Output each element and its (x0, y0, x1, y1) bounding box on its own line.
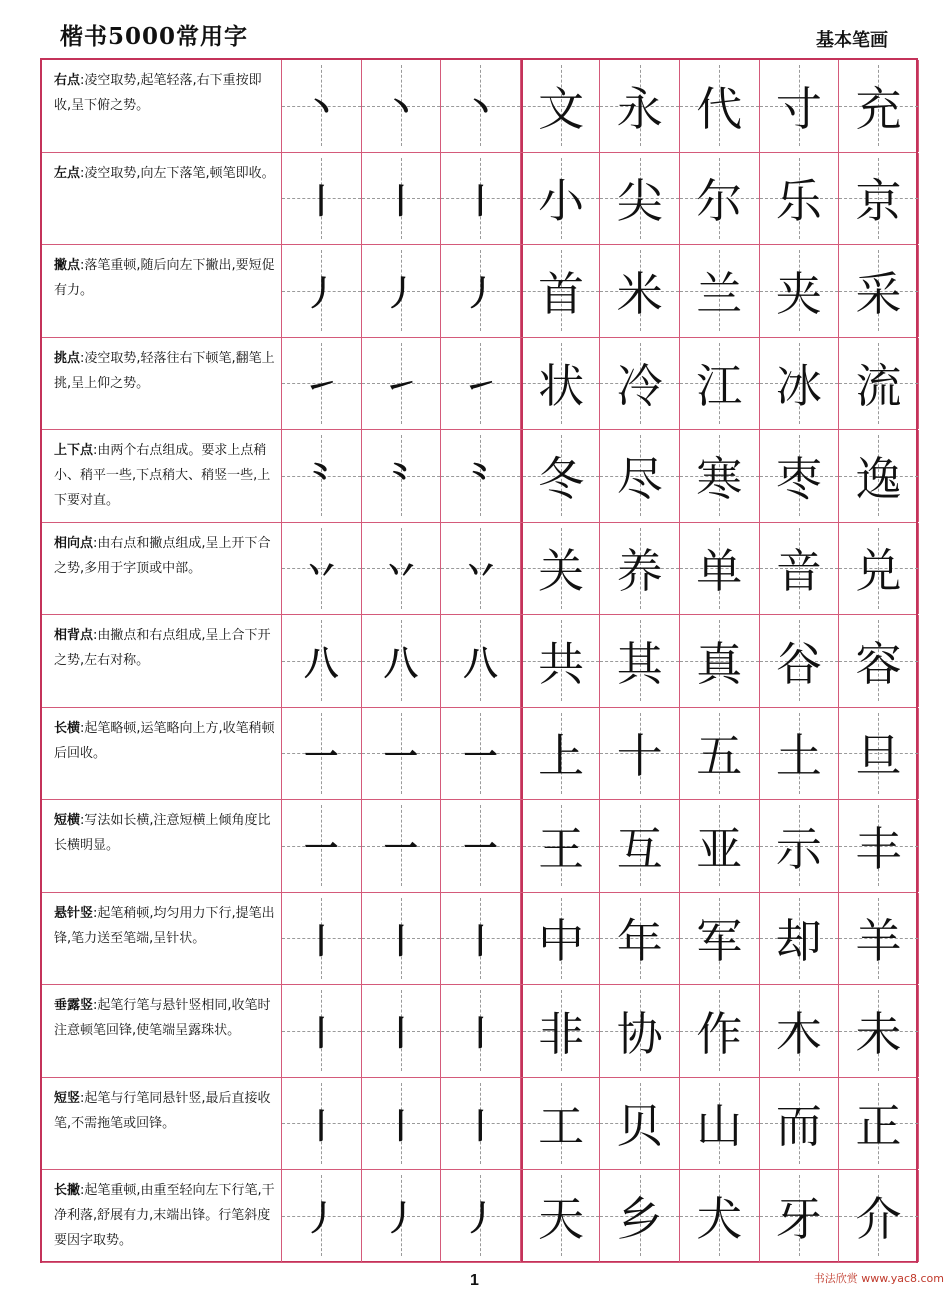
example-character: 尽 (616, 451, 663, 506)
character-cell (680, 338, 760, 430)
stroke-name: 上下点 (54, 443, 94, 458)
stroke-name: 长撇 (54, 1183, 81, 1198)
stroke-explanation: :起笔与行笔同悬针竖,最后直接收笔,不需拖笔或回锋。 (54, 1090, 271, 1131)
character-cell (680, 60, 760, 152)
book-title: 楷书5000常用字 (60, 23, 249, 50)
character-cell (680, 800, 760, 892)
stroke-example: ㇀ (304, 366, 339, 407)
example-character: 夹 (775, 266, 822, 321)
stroke-example: 丷 (463, 551, 498, 592)
stroke-example: 丿 (383, 1199, 418, 1240)
example-character: 木 (775, 1006, 822, 1061)
character-cell (521, 60, 601, 152)
example-character: 乐 (775, 174, 822, 229)
stroke-example-cell (441, 1078, 521, 1170)
example-character: 王 (538, 821, 585, 876)
stroke-example-cell (282, 800, 362, 892)
example-character: 土 (775, 729, 822, 784)
example-character: 容 (855, 636, 902, 691)
stroke-name: 右点 (54, 73, 81, 88)
example-character: 枣 (775, 451, 822, 506)
stroke-row (42, 60, 916, 153)
stroke-example: 八 (304, 644, 339, 685)
character-cell (600, 430, 680, 522)
character-cell (760, 523, 840, 615)
stroke-example-cell (282, 523, 362, 615)
character-cell (680, 245, 760, 337)
example-character: 尔 (696, 174, 743, 229)
character-cell (760, 338, 840, 430)
stroke-example: 丨 (304, 1106, 339, 1147)
stroke-example: 一 (383, 829, 418, 870)
example-character: 山 (696, 1099, 743, 1154)
stroke-row (42, 1078, 916, 1171)
example-character: 冰 (775, 359, 822, 414)
character-cell (839, 615, 919, 707)
example-character: 示 (775, 821, 822, 876)
stroke-example-cell (441, 800, 521, 892)
stroke-example: ⺀ (383, 459, 418, 500)
stroke-row (42, 615, 916, 708)
stroke-name: 长横 (54, 720, 81, 736)
example-character: 兑 (855, 544, 902, 599)
character-cell (680, 708, 760, 800)
character-cell (760, 153, 840, 245)
stroke-name: 左点 (54, 165, 81, 181)
stroke-explanation: :凌空取势,向左下落笔,顿笔即收。 (80, 165, 275, 181)
stroke-explanation: :凌空取势,起笔轻落,右下重按即收,呈下俯之势。 (54, 73, 262, 113)
example-character: 流 (855, 359, 902, 414)
character-cell (760, 1078, 840, 1170)
stroke-example-cell (362, 153, 442, 245)
character-cell (600, 708, 680, 800)
character-cell (760, 245, 840, 337)
stroke-name: 相背点 (54, 628, 94, 643)
character-cell (839, 338, 919, 430)
character-cell (521, 893, 601, 985)
stroke-example-cell (362, 430, 442, 522)
character-cell (600, 1170, 680, 1262)
character-cell (600, 153, 680, 245)
stroke-description (42, 523, 282, 615)
character-cell (839, 1170, 919, 1262)
stroke-example-cell (441, 245, 521, 337)
character-cell (600, 893, 680, 985)
stroke-example-cell (362, 60, 442, 152)
character-cell (680, 615, 760, 707)
example-character: 养 (616, 544, 663, 599)
example-character: 中 (538, 914, 585, 969)
stroke-example: 一 (304, 736, 339, 777)
character-cell (521, 338, 601, 430)
example-character: 天 (538, 1191, 585, 1246)
character-cell (600, 800, 680, 892)
example-character: 工 (538, 1099, 585, 1154)
stroke-example: 一 (304, 829, 339, 870)
example-character: 羊 (855, 914, 902, 969)
example-character: 协 (616, 1006, 663, 1061)
character-cell (600, 523, 680, 615)
stroke-example-cell (282, 1170, 362, 1262)
character-cell (600, 1078, 680, 1170)
stroke-example-cell (282, 985, 362, 1077)
stroke-example: 丨 (383, 181, 418, 222)
stroke-example: ⺀ (463, 459, 498, 500)
example-character: 充 (855, 81, 902, 136)
page-header (0, 0, 950, 58)
stroke-example: ㇀ (463, 366, 498, 407)
stroke-example: 一 (463, 736, 498, 777)
character-cell (521, 800, 601, 892)
stroke-example: 丿 (463, 1199, 498, 1240)
stroke-row (42, 523, 916, 616)
stroke-example-cell (362, 245, 442, 337)
example-character: 军 (696, 914, 743, 969)
example-character: 介 (855, 1191, 902, 1246)
practice-sheet (40, 58, 918, 1263)
example-character: 上 (538, 729, 585, 784)
stroke-example-cell (362, 985, 442, 1077)
character-cell (521, 523, 601, 615)
example-character: 首 (538, 266, 585, 321)
example-character: 正 (855, 1099, 902, 1154)
stroke-example: 八 (463, 644, 498, 685)
character-cell (760, 985, 840, 1077)
stroke-description (42, 708, 282, 800)
example-character: 贝 (616, 1099, 663, 1154)
stroke-example: ⺀ (304, 459, 339, 500)
stroke-name: 短横 (54, 813, 81, 828)
character-cell (680, 893, 760, 985)
character-cell (760, 893, 840, 985)
character-cell (839, 523, 919, 615)
character-cell (760, 800, 840, 892)
character-cell (839, 60, 919, 152)
stroke-example-cell (362, 893, 442, 985)
stroke-row (42, 1170, 916, 1263)
stroke-example-cell (282, 708, 362, 800)
character-cell (839, 153, 919, 245)
character-cell (600, 985, 680, 1077)
stroke-description (42, 615, 282, 707)
example-character: 米 (616, 266, 663, 321)
example-character: 采 (855, 266, 902, 321)
stroke-example-cell (441, 338, 521, 430)
section-title: 基本笔画 (816, 30, 888, 51)
character-cell (680, 153, 760, 245)
stroke-example-cell (362, 708, 442, 800)
stroke-explanation: :由两个右点组成。要求上点稍小、稍平一些,下点稍大、稍竖一些,上下要对直。 (54, 443, 271, 508)
example-character: 未 (855, 1006, 902, 1061)
character-cell (680, 430, 760, 522)
character-cell (680, 1170, 760, 1262)
character-cell (680, 1078, 760, 1170)
example-character: 真 (696, 636, 743, 691)
stroke-example: 丷 (304, 551, 339, 592)
character-cell (521, 1078, 601, 1170)
stroke-explanation: :起笔重顿,由重至轻向左下行笔,干净利落,舒展有力,末端出锋。行笔斜度要因字取势。 (54, 1183, 275, 1248)
stroke-example-cell (441, 1170, 521, 1262)
example-character: 单 (696, 544, 743, 599)
stroke-description (42, 245, 282, 337)
character-cell (680, 523, 760, 615)
stroke-example-cell (441, 523, 521, 615)
example-character: 尖 (616, 174, 663, 229)
character-cell (600, 60, 680, 152)
stroke-row (42, 338, 916, 431)
example-character: 却 (775, 914, 822, 969)
example-character: 江 (696, 359, 743, 414)
character-cell (521, 1170, 601, 1262)
stroke-example: 丷 (383, 551, 418, 592)
stroke-row (42, 708, 916, 801)
example-character: 犬 (696, 1191, 743, 1246)
example-character: 京 (855, 174, 902, 229)
example-character: 寒 (696, 451, 743, 506)
page-number: 1 (470, 1272, 479, 1289)
stroke-example-cell (282, 60, 362, 152)
stroke-row (42, 153, 916, 246)
character-cell (839, 1078, 919, 1170)
character-cell (839, 985, 919, 1077)
stroke-example: 丨 (383, 1106, 418, 1147)
stroke-example-cell (441, 615, 521, 707)
stroke-example-cell (441, 60, 521, 152)
example-character: 冬 (538, 451, 585, 506)
stroke-explanation: :起笔稍顿,均匀用力下行,提笔出锋,笔力送至笔端,呈针状。 (54, 905, 275, 946)
example-character: 互 (616, 821, 663, 876)
example-character: 十 (616, 729, 663, 784)
stroke-example-cell (282, 338, 362, 430)
stroke-explanation: :起笔略顿,运笔略向上方,收笔稍顿后回收。 (54, 720, 275, 761)
stroke-example: 丶 (463, 89, 498, 130)
stroke-example-cell (441, 430, 521, 522)
stroke-row (42, 985, 916, 1078)
stroke-example-cell (282, 245, 362, 337)
stroke-example: 丨 (304, 921, 339, 962)
stroke-example: 丨 (304, 181, 339, 222)
stroke-explanation: :写法如长横,注意短横上倾角度比长横明显。 (54, 813, 271, 853)
stroke-row (42, 800, 916, 893)
stroke-explanation: :由撇点和右点组成,呈上合下开之势,左右对称。 (54, 628, 271, 668)
example-character: 年 (616, 914, 663, 969)
example-character: 五 (696, 729, 743, 784)
stroke-example-cell (362, 338, 442, 430)
character-cell (600, 615, 680, 707)
example-character: 永 (616, 81, 663, 136)
stroke-example: 丨 (463, 1014, 498, 1055)
example-character: 冷 (616, 359, 663, 414)
stroke-example: 一 (383, 736, 418, 777)
stroke-example: 丨 (463, 1106, 498, 1147)
stroke-example-cell (282, 1078, 362, 1170)
stroke-example: 丨 (463, 921, 498, 962)
example-character: 作 (696, 1006, 743, 1061)
example-character: 兰 (696, 266, 743, 321)
stroke-example-cell (441, 893, 521, 985)
stroke-description (42, 338, 282, 430)
stroke-row (42, 245, 916, 338)
example-character: 状 (538, 359, 585, 414)
stroke-example: 丨 (304, 1014, 339, 1055)
character-cell (839, 893, 919, 985)
example-character: 代 (696, 81, 743, 136)
example-character: 亚 (696, 821, 743, 876)
stroke-example-cell (362, 615, 442, 707)
character-cell (521, 985, 601, 1077)
stroke-example: 丶 (304, 89, 339, 130)
example-character: 关 (538, 544, 585, 599)
stroke-example: 丿 (304, 1199, 339, 1240)
character-cell (521, 245, 601, 337)
character-cell (600, 245, 680, 337)
stroke-example-cell (282, 153, 362, 245)
character-cell (521, 708, 601, 800)
stroke-example: ㇀ (383, 366, 418, 407)
stroke-explanation: :起笔行笔与悬针竖相同,收笔时注意顿笔回锋,使笔端呈露珠状。 (54, 998, 271, 1038)
stroke-name: 相向点 (54, 535, 94, 551)
stroke-example-cell (441, 708, 521, 800)
stroke-example-cell (282, 430, 362, 522)
stroke-example: 丶 (383, 89, 418, 130)
character-cell (760, 60, 840, 152)
stroke-example-cell (282, 615, 362, 707)
stroke-explanation: :凌空取势,轻落往右下顿笔,翻笔上挑,呈上仰之势。 (54, 350, 275, 391)
stroke-description (42, 800, 282, 892)
stroke-row (42, 893, 916, 986)
stroke-explanation: :由右点和撇点组成,呈上开下合之势,多用于字顶或中部。 (54, 535, 271, 576)
character-cell (521, 615, 601, 707)
example-character: 非 (538, 1006, 585, 1061)
character-cell (521, 153, 601, 245)
stroke-row (42, 430, 916, 523)
character-cell (760, 430, 840, 522)
example-character: 逸 (855, 451, 902, 506)
stroke-name: 悬针竖 (54, 905, 94, 921)
stroke-example-cell (282, 893, 362, 985)
stroke-example-cell (362, 523, 442, 615)
stroke-example: 丿 (463, 274, 498, 315)
example-character: 其 (616, 636, 663, 691)
character-cell (839, 245, 919, 337)
example-character: 小 (538, 174, 585, 229)
stroke-example-cell (362, 1078, 442, 1170)
character-cell (839, 430, 919, 522)
stroke-name: 挑点 (54, 350, 81, 366)
stroke-description (42, 1170, 282, 1262)
example-character: 而 (775, 1099, 822, 1154)
character-cell (760, 708, 840, 800)
character-cell (760, 615, 840, 707)
stroke-example: 丿 (383, 274, 418, 315)
character-cell (760, 1170, 840, 1262)
example-character: 共 (538, 636, 585, 691)
stroke-example-cell (362, 1170, 442, 1262)
stroke-description (42, 430, 282, 522)
character-cell (680, 985, 760, 1077)
example-character: 寸 (775, 81, 822, 136)
stroke-description (42, 153, 282, 245)
stroke-example: 丨 (383, 1014, 418, 1055)
stroke-description (42, 985, 282, 1077)
stroke-example-cell (362, 800, 442, 892)
character-cell (839, 708, 919, 800)
stroke-explanation: :落笔重顿,随后向左下撇出,要短促有力。 (54, 258, 275, 298)
stroke-example: 八 (383, 644, 418, 685)
stroke-name: 垂露竖 (54, 998, 94, 1013)
example-character: 乡 (616, 1191, 663, 1246)
stroke-example-cell (441, 153, 521, 245)
watermark: 书法欣赏 www.yac8.com (813, 1272, 944, 1285)
character-cell (839, 800, 919, 892)
stroke-name: 短竖 (54, 1090, 81, 1106)
stroke-example: 丨 (383, 921, 418, 962)
stroke-example-cell (441, 985, 521, 1077)
stroke-example: 一 (463, 829, 498, 870)
example-character: 谷 (775, 636, 822, 691)
example-character: 音 (775, 544, 822, 599)
example-character: 文 (538, 81, 585, 136)
character-cell (521, 430, 601, 522)
stroke-example: 丿 (304, 274, 339, 315)
stroke-description (42, 893, 282, 985)
character-cell (600, 338, 680, 430)
stroke-name: 撇点 (54, 258, 81, 273)
example-character: 旦 (855, 729, 902, 784)
stroke-example: 丨 (463, 181, 498, 222)
example-character: 牙 (775, 1191, 822, 1246)
stroke-description (42, 1078, 282, 1170)
stroke-description (42, 60, 282, 152)
example-character: 丰 (855, 821, 902, 876)
